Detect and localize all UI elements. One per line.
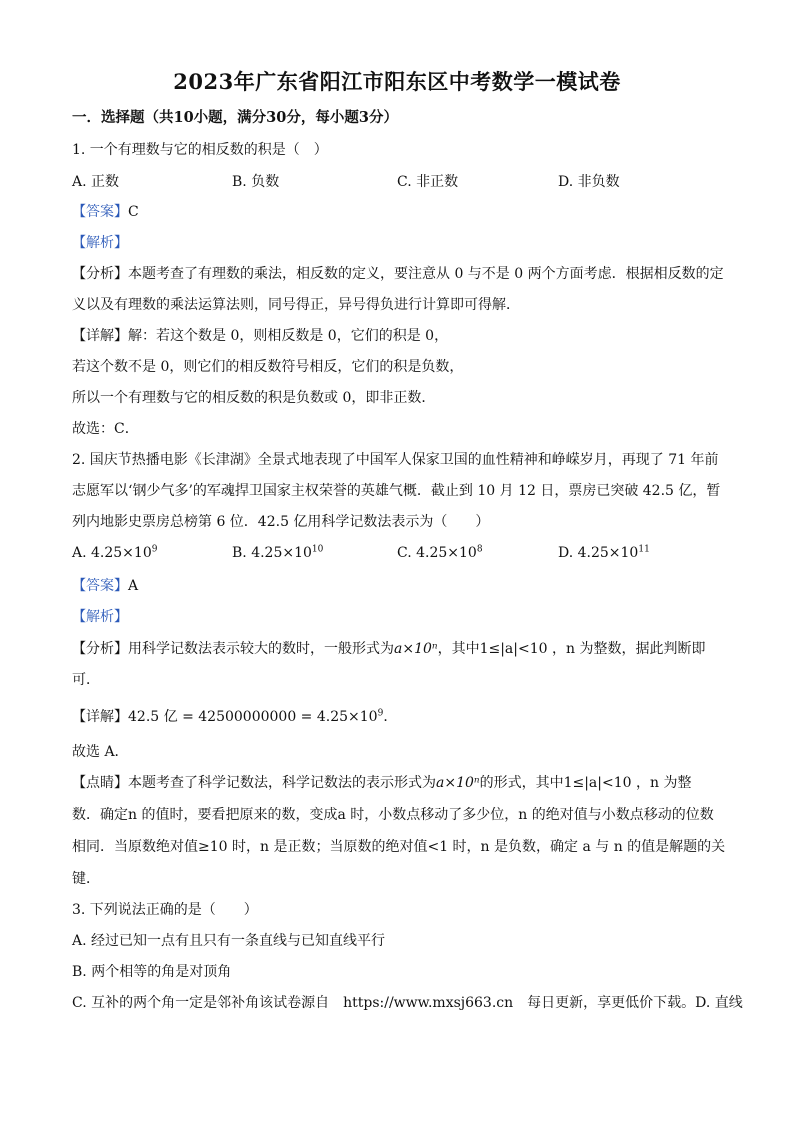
q1-detail-line-3: 所以一个有理数与它的相反数的积是负数或 0，即非正数． xyxy=(72,390,436,406)
q2-dj-formula: a×10ⁿ xyxy=(436,775,480,791)
q1-answer-line xyxy=(72,202,732,222)
q2-option-c-exp: 8 xyxy=(476,544,483,555)
q2-choose: 故选 A． xyxy=(72,744,129,760)
q2-fenxi-line-2: 可． xyxy=(72,672,100,688)
q3-stem: 3. 下列说法正确的是（ ） xyxy=(72,902,258,918)
q2-fenxi-formula: a×10ⁿ xyxy=(394,641,438,657)
analysis-tag: 【解析】 xyxy=(72,235,128,251)
answer-tag: 【答案】 xyxy=(72,578,128,594)
q1-detail-line-2: 若这个数不是 0，则它们的相反数符号相反，它们的积是负数， xyxy=(72,359,464,375)
q2-option-d-exp: 11 xyxy=(638,544,650,555)
q2-option-d-base: D. 4.25×10 xyxy=(558,545,639,561)
q1-fenxi-line-2: 义以及有理数的乘法运算法则，同号得正，异号得负进行计算即可得解． xyxy=(72,297,520,313)
q2-option-b xyxy=(232,545,323,561)
q2-detail-line xyxy=(72,707,732,727)
dianjing-tag: 【点睛】 xyxy=(72,775,128,791)
q3-option-c: C. 互补的两个角一定是邻补角该试卷源自 https://www.mxsj663.cn 每日更新，享更低价下载。D. 直线 xyxy=(72,995,743,1011)
q1-detail-text-1: 解：若这个数是 0，则相反数是 0，它们的积是 0， xyxy=(128,328,449,344)
q2-fenxi-text-1c: ，其中1≤|a|<10 ，n 为整数，据此判断即 xyxy=(437,641,706,657)
q2-dianjing-line-4: 键． xyxy=(72,871,100,887)
q1-option-d: D. 非负数 xyxy=(558,174,620,190)
q1-answer: C xyxy=(128,204,139,220)
q1-stem: 1. 一个有理数与它的相反数的积是（ ） xyxy=(72,142,328,158)
q1-option-b: B. 负数 xyxy=(232,174,280,190)
q1-option-c: C. 非正数 xyxy=(397,174,459,190)
q2-fenxi-text-1a: 用科学记数法表示较大的数时，一般形式为 xyxy=(128,641,394,657)
q2-option-a-base: A. 4.25×10 xyxy=(72,545,152,561)
q2-option-b-exp: 10 xyxy=(311,544,324,555)
q2-detail-exp: 9 xyxy=(377,708,384,719)
q2-option-d xyxy=(558,545,650,561)
q2-dianjing-line-3: 相同．当原数绝对值≥10 时，n 是正数；当原数的绝对值<1 时，n 是负数，确定 a 与 n 的值是解题的关 xyxy=(72,839,726,855)
detail-tag: 【详解】 xyxy=(72,709,128,725)
q2-dianjing-line-2: 数．确定n 的值时，要看把原来的数，变成a 时，小数点移动了多少位，n 的绝对值与小数点移动的位数 xyxy=(72,807,714,823)
q2-answer-line xyxy=(72,576,732,596)
q1-options xyxy=(72,171,732,191)
q2-stem-line-1: 2. 国庆节热播电影《长津湖》全景式地表现了中国军人保家卫国的血性精神和峥嵘岁月，再现了 71 年前 xyxy=(72,452,719,468)
q2-option-a xyxy=(72,545,157,561)
q3-option-b: B. 两个相等的角是对顶角 xyxy=(72,964,232,980)
page-title: 2023年广东省阳江市阳东区中考数学一模试卷 xyxy=(173,69,621,94)
q2-answer: A xyxy=(128,578,139,594)
q1-option-a: A. 正数 xyxy=(72,174,120,190)
q1-choose: 故选：C． xyxy=(72,421,139,437)
q1-fenxi-text-1: 本题考查了有理数的乘法，相反数的定义，要注意从 0 与不是 0 两个方面考虑．根据相反数的定 xyxy=(128,266,724,282)
q1-detail-line-1 xyxy=(72,326,732,346)
q1-fenxi-line-1 xyxy=(72,264,732,284)
q2-detail-end: ． xyxy=(383,709,398,725)
q2-stem-line-2: 志愿军以‘钢少气多’的军魂捍卫国家主权荣誉的英雄气概．截止到 10 月 12 日，票房已突破 42.5 亿，暂 xyxy=(72,483,721,499)
q2-stem-line-3: 列内地影史票房总榜第 6 位．42.5 亿用科学记数法表示为（ ） xyxy=(72,514,490,530)
q2-dianjing-line-1 xyxy=(72,773,732,793)
answer-tag: 【答案】 xyxy=(72,204,128,220)
q2-dj-text-1a: 本题考查了科学记数法，科学记数法的表示形式为 xyxy=(128,775,436,791)
detail-tag: 【详解】 xyxy=(72,328,128,344)
q2-option-a-exp: 9 xyxy=(151,544,158,555)
q2-options xyxy=(72,545,732,565)
fenxi-tag: 【分析】 xyxy=(72,641,128,657)
fenxi-tag: 【分析】 xyxy=(72,266,128,282)
q2-detail-formula: 42.5 亿 = 42500000000 = 4.25×10 xyxy=(128,709,378,725)
q2-option-c-base: C. 4.25×10 xyxy=(397,545,477,561)
q2-option-c xyxy=(397,545,483,561)
q2-option-b-base: B. 4.25×10 xyxy=(232,545,312,561)
q1-analysis-tag xyxy=(72,233,732,253)
q3-option-a: A. 经过已知一点有且只有一条直线与已知直线平行 xyxy=(72,933,386,949)
analysis-tag: 【解析】 xyxy=(72,609,128,625)
q2-analysis-tag xyxy=(72,607,732,627)
q2-dj-text-1c: 的形式，其中1≤|a|<10 ，n 为整 xyxy=(479,775,692,791)
q2-fenxi-line-1 xyxy=(72,639,732,659)
section-heading: 一．选择题（共10小题，满分30分，每小题3分） xyxy=(72,109,398,126)
